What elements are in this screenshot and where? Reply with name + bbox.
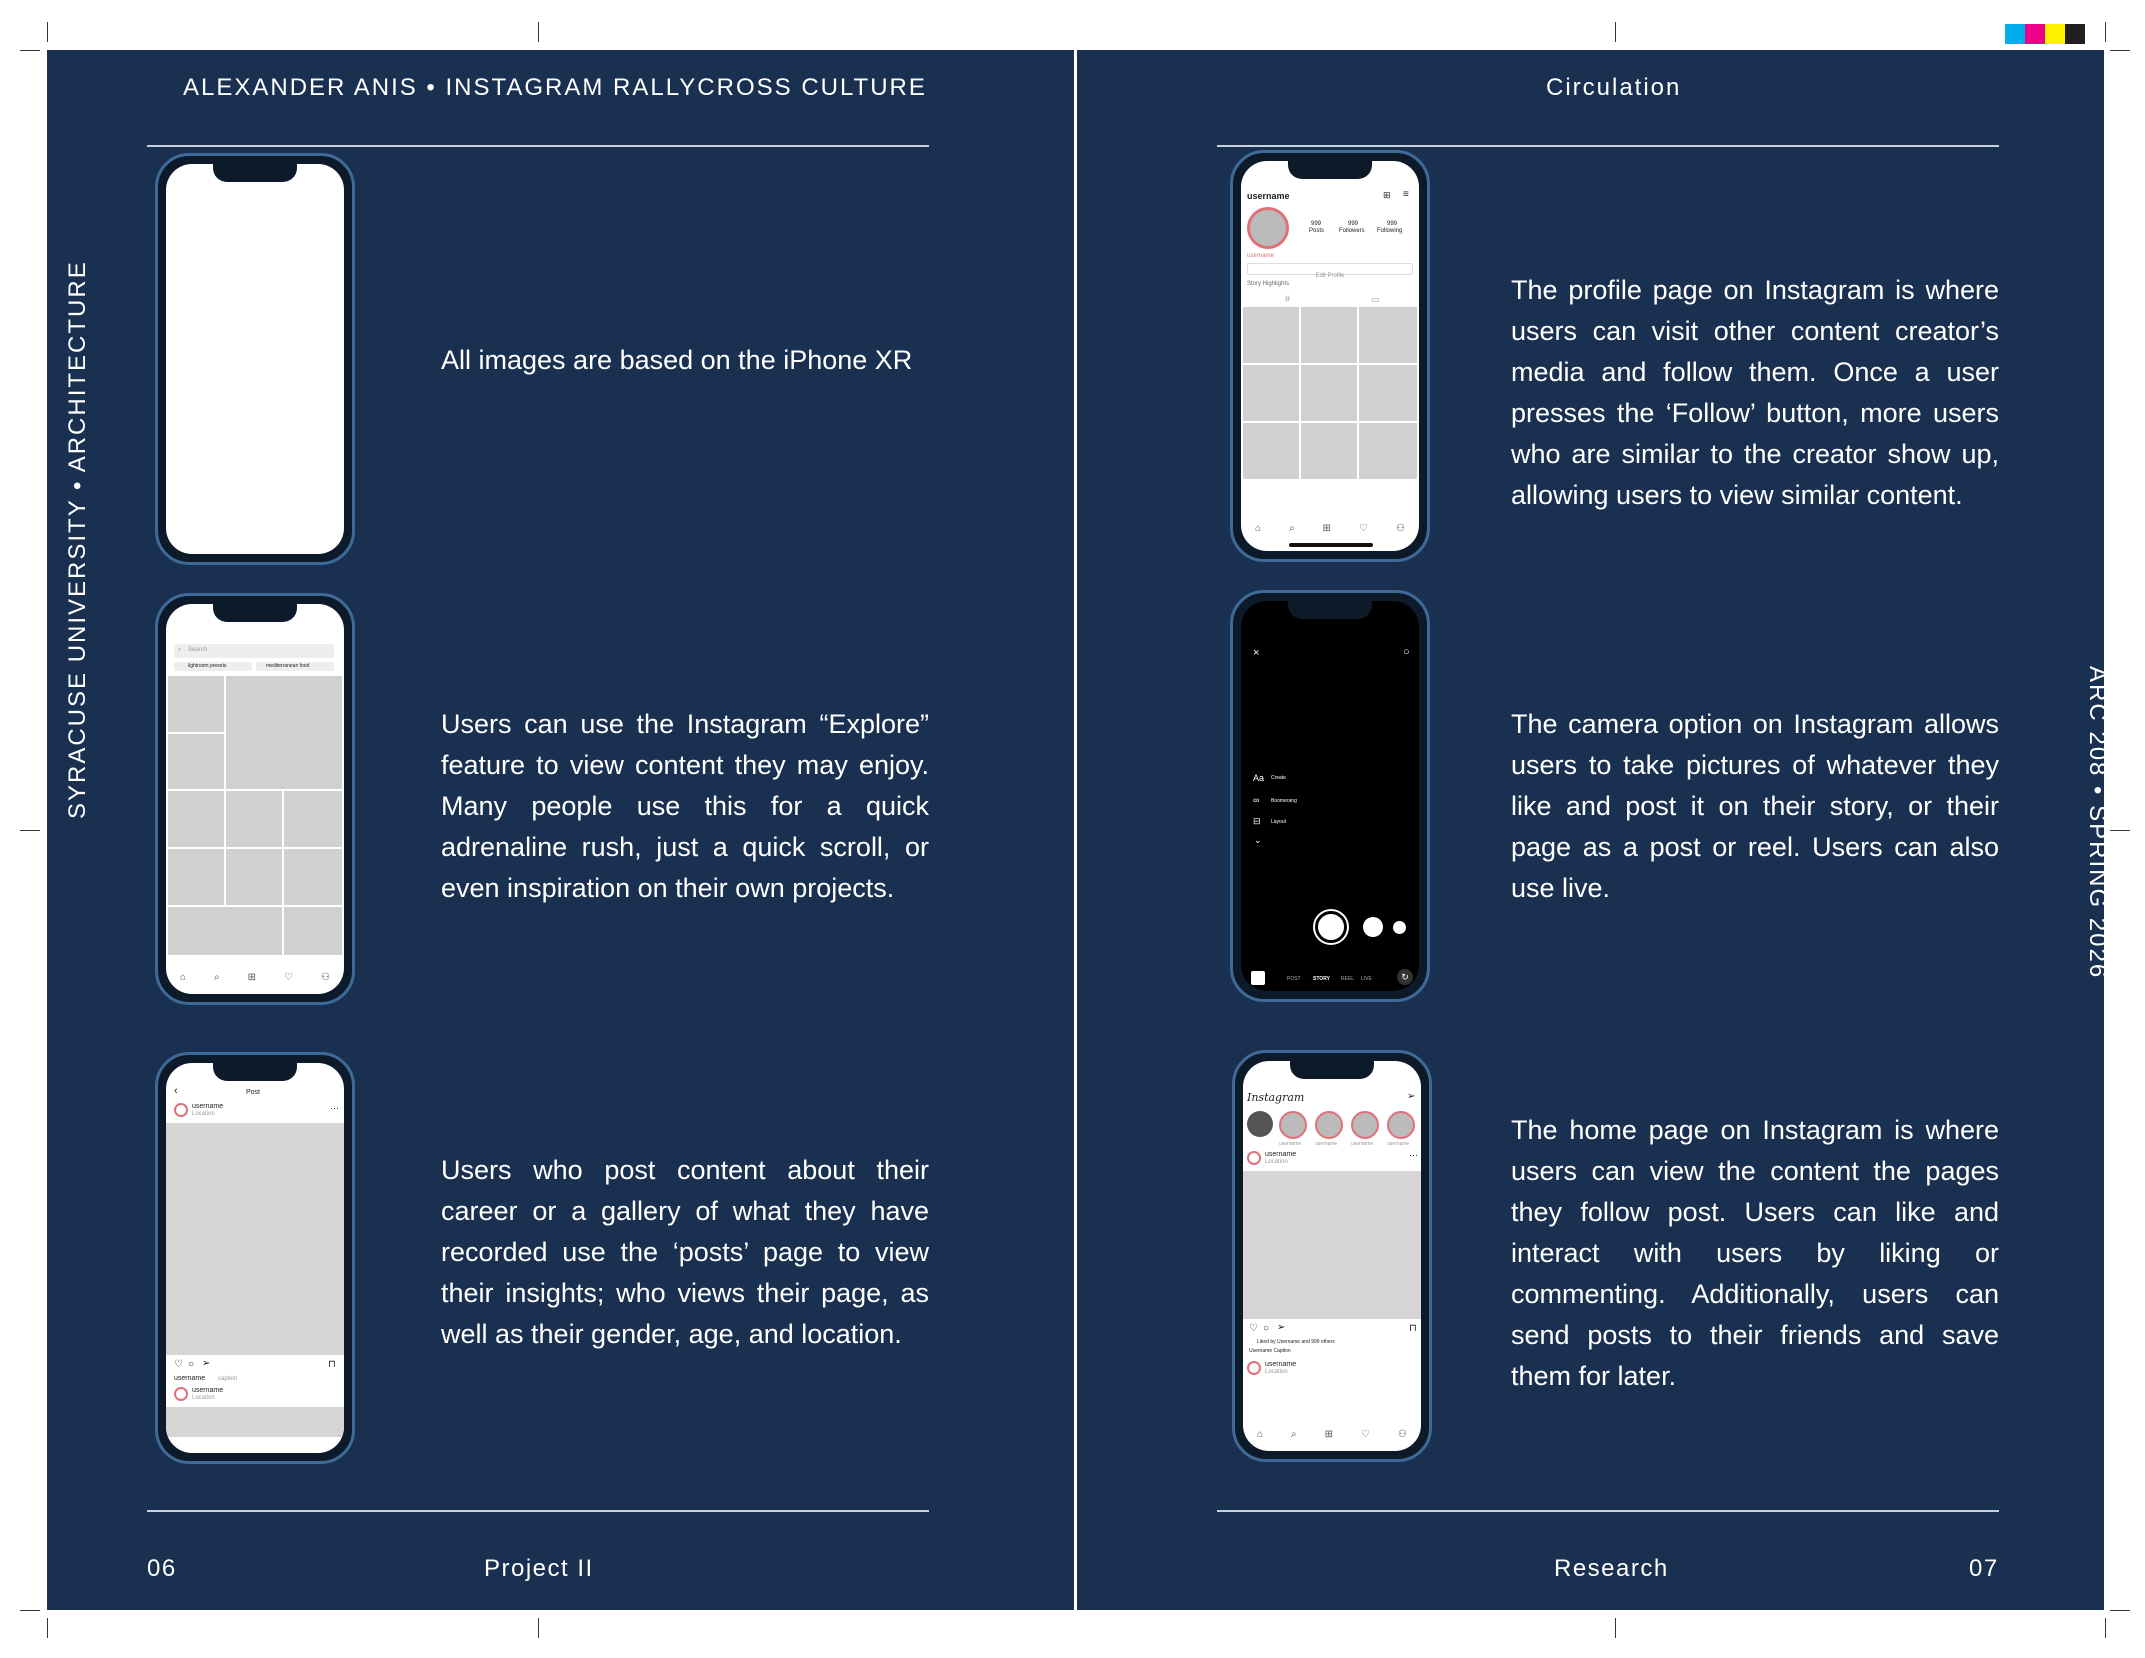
yellow-swatch <box>2045 24 2065 44</box>
right-page-number: 07 <box>1969 1555 1999 1582</box>
right-block-3: The home page on Instagram is where users can view the content the pages they follow post. Users can like and interact with users by liking or commenting. Additionally, users can send posts to their friends and save them for later. <box>1511 1115 1999 1391</box>
right-header: Circulation <box>1546 74 1682 101</box>
add-icon[interactable]: ⊞ <box>1383 190 1391 200</box>
settings-icon[interactable]: ○ <box>1403 646 1410 658</box>
heart-icon[interactable]: ♡ <box>1359 523 1369 534</box>
left-block-1: All images are based on the iPhone XR <box>441 345 913 375</box>
menu-icon[interactable]: ≡ <box>1403 189 1409 200</box>
add-icon[interactable]: ⊞ <box>247 972 257 983</box>
edit-profile-button[interactable]: Edit Profile <box>1247 263 1413 275</box>
back-icon[interactable]: ‹ <box>174 1085 178 1097</box>
post-avatar <box>174 1103 188 1117</box>
explore-search-bar[interactable]: ⌕ Search <box>174 644 334 658</box>
explore-nav-bar <box>166 970 344 986</box>
heart-icon[interactable]: ♡ <box>1361 1429 1371 1440</box>
profile-nav-bar <box>1241 521 1419 537</box>
send-icon[interactable]: ➢ <box>202 1358 211 1369</box>
direct-message-icon[interactable]: ➢ <box>1407 1091 1416 1102</box>
boomerang-icon[interactable]: ∞ <box>1253 795 1260 805</box>
home-icon[interactable]: ⌂ <box>180 972 187 983</box>
black-swatch <box>2065 24 2085 44</box>
bookmark-icon[interactable]: ⊓ <box>1409 1323 1417 1334</box>
home-nav-bar <box>1243 1427 1421 1443</box>
profile-icon[interactable]: ⚇ <box>1396 523 1405 534</box>
post-screen: ‹ Post username Location ⋯ ♡ ○ ➢ ⊓ username caption username Location <box>166 1063 344 1453</box>
feed-avatar <box>1247 1151 1261 1165</box>
home-icon[interactable]: ⌂ <box>1255 523 1262 534</box>
close-icon[interactable]: × <box>1253 647 1260 659</box>
right-footer-rule <box>1217 1510 1999 1512</box>
left-page <box>47 50 1074 1610</box>
right-block-2: The camera option on Instagram allows users to take pictures of whatever they like and post it on their story, or their page as a post or reel. Users can also use live. <box>1511 709 1999 903</box>
cyan-swatch <box>2005 24 2025 44</box>
profile-icon[interactable]: ⚇ <box>1398 1429 1407 1440</box>
phone-blank <box>155 153 355 565</box>
right-page <box>1077 50 2111 1610</box>
send-icon[interactable]: ➢ <box>1277 1322 1286 1333</box>
profile-username: username <box>1247 191 1290 201</box>
more-icon[interactable]: ⋯ <box>1409 1150 1418 1160</box>
flip-camera-icon[interactable]: ↻ <box>1397 969 1413 985</box>
text-tool-label[interactable]: Aa <box>1253 773 1265 783</box>
layout-icon[interactable]: ⊟ <box>1253 816 1261 826</box>
left-side-text: SYRACUSE UNIVERSITY • ARCHITECTURE <box>64 260 91 819</box>
add-icon[interactable]: ⊞ <box>1322 523 1332 534</box>
phone-camera <box>1230 590 1430 1002</box>
comment-icon[interactable]: ○ <box>188 1359 195 1370</box>
gallery-thumbnail[interactable] <box>1251 971 1265 985</box>
post-avatar-2 <box>174 1387 188 1401</box>
add-icon[interactable]: ⊞ <box>1324 1429 1334 1440</box>
right-header-rule <box>1217 145 1999 147</box>
phone-explore <box>155 593 355 1005</box>
profile-icon[interactable]: ⚇ <box>321 972 330 983</box>
left-header: ALEXANDER ANIS • INSTAGRAM RALLYCROSS CULTURE <box>183 74 927 101</box>
search-icon: ⌕ <box>178 647 182 653</box>
effect-button-1[interactable] <box>1363 917 1383 937</box>
explore-screen <box>166 604 344 994</box>
right-block-1: The profile page on Instagram is where users can visit other content creator’s media and follow them. Once a user presses the ‘Follow’ button, more users who are similar to the creator show up, allowing users to view similar content. <box>1511 275 1999 510</box>
heart-icon[interactable]: ♡ <box>174 1359 183 1370</box>
phone-home <box>1232 1050 1432 1462</box>
left-footer-center: Project II <box>484 1555 594 1582</box>
right-footer-center: Research <box>1554 1555 1669 1582</box>
bookmark-icon[interactable]: ⊓ <box>328 1359 336 1370</box>
home-icon[interactable]: ⌂ <box>1257 1429 1264 1440</box>
phone-profile <box>1230 150 1430 562</box>
search-icon[interactable]: ⌕ <box>1291 1429 1297 1440</box>
left-footer-rule <box>147 1510 929 1512</box>
story-avatar-1[interactable] <box>1279 1111 1307 1139</box>
feed-image <box>1243 1171 1421 1319</box>
post-title: Post <box>246 1089 261 1096</box>
story-avatar-3[interactable] <box>1351 1111 1379 1139</box>
left-header-rule <box>147 145 929 147</box>
grid-icon[interactable]: # <box>1285 294 1291 304</box>
tagged-icon[interactable]: ▭ <box>1371 294 1380 304</box>
blank-screen <box>166 164 344 554</box>
more-icon[interactable]: ⋯ <box>330 1103 339 1113</box>
magenta-swatch <box>2025 24 2045 44</box>
explore-chip-2[interactable]: mediterranean food <box>256 662 334 671</box>
comment-icon[interactable]: ○ <box>1263 1323 1270 1334</box>
search-icon[interactable]: ⌕ <box>214 972 220 983</box>
camera-screen: × ○ Aa Create ∞ Boomerang ⊟ Layout ⌄ POST STORY REEL LIVE ↻ <box>1241 601 1419 991</box>
profile-avatar <box>1247 207 1289 249</box>
story-avatar-2[interactable] <box>1315 1111 1343 1139</box>
instagram-logo: Instagram <box>1247 1091 1305 1104</box>
profile-screen: username ⊞ ≡ 999 Posts 999 Followers 999 Following username Edit Profile Story Highlights # ▭ ⌂ ⌕ ⊞ ♡ ⚇ <box>1241 161 1419 551</box>
shutter-button[interactable] <box>1315 911 1347 943</box>
home-indicator <box>1289 543 1373 547</box>
feed-avatar-2 <box>1247 1361 1261 1375</box>
chevron-down-icon[interactable]: ⌄ <box>1254 835 1262 845</box>
heart-icon[interactable]: ♡ <box>284 972 294 983</box>
home-screen: Instagram ➢ username username username username username Location ⋯ ♡ ○ ➢ ⊓ Liked by Username and 999 others Username Caption username Location ⌂ ⌕ ⊞ ♡ ⚇ <box>1243 1061 1421 1451</box>
right-side-text: ARC 208 • SPRING 2026 <box>2084 666 2111 980</box>
search-icon[interactable]: ⌕ <box>1289 523 1295 534</box>
phone-post <box>155 1052 355 1464</box>
effect-button-2[interactable] <box>1393 921 1406 934</box>
story-avatar-4[interactable] <box>1387 1111 1415 1139</box>
explore-chip-1[interactable]: lightroom presets <box>174 662 252 671</box>
left-page-number: 06 <box>147 1555 177 1582</box>
heart-icon[interactable]: ♡ <box>1249 1323 1258 1334</box>
left-block-2: Users can use the Instagram “Explore” feature to view content they may enjoy. Many people use this for a quick adrenaline rush, just a quick scroll, or even inspiration on their own projects. <box>441 709 929 903</box>
left-block-3: Users who post content about their career or a gallery of what they have recorded use the ‘posts’ page to view their insights; who views their page, as well as their gender, age, and location. <box>441 1155 929 1349</box>
my-story-avatar[interactable] <box>1247 1111 1273 1137</box>
post-image <box>166 1123 344 1355</box>
